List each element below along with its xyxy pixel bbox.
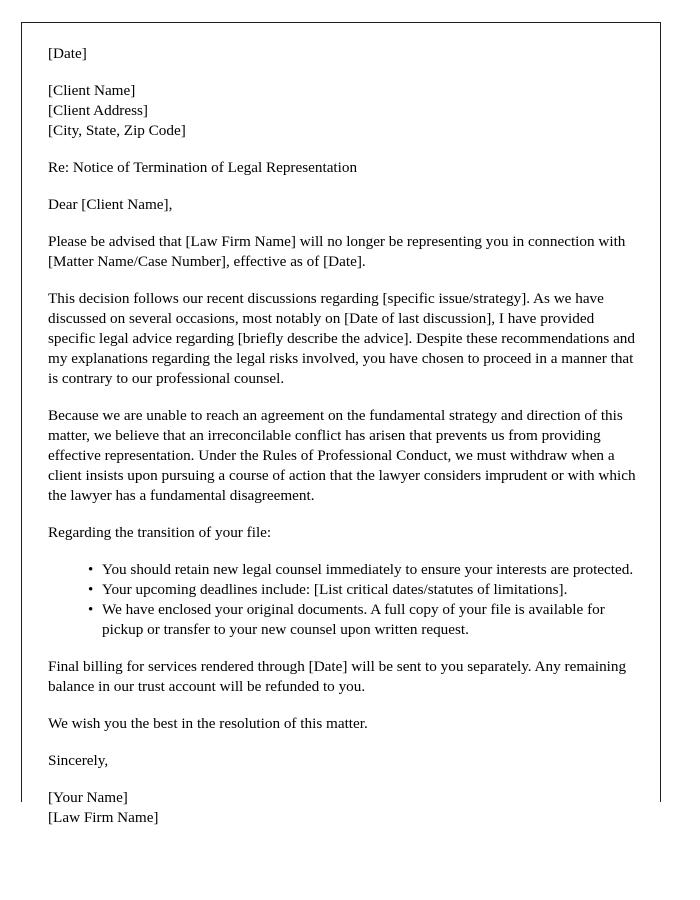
date-line: [Date]: [48, 45, 87, 62]
signature-block: [48, 788, 636, 828]
transition-bullet-list: [48, 560, 636, 640]
transition-intro: Regarding the transition of your file:: [48, 524, 272, 541]
recipient-line-client-address: [Client Address]: [48, 102, 148, 119]
body-paragraph-decision-background: This decision follows our recent discussions regarding [specific issue/strategy]. As we have discussed on several occasions, most notably on [Date of last discussion], I have provided specific legal advice regarding [briefly describe the advice]. Despite these recommendations and my explanations regarding the legal risks involved, you have chosen to proceed in a manner that is contrary to our professional counsel.: [48, 290, 635, 387]
recipient-line-city-state-zip: [City, State, Zip Code]: [48, 122, 186, 139]
closing-wish: We wish you the best in the resolution of this matter.: [48, 715, 368, 732]
body-paragraph-irreconcilable-conflict: Because we are unable to reach an agreement on the fundamental strategy and direction of this matter, we believe that an irreconcilable conflict has arisen that prevents us from providing effective representation. Under the Rules of Professional Conduct, we must withdraw when a client insists upon pursuing a course of action that the lawyer considers imprudent or with which the lawyer has a fundamental disagreement.: [48, 407, 636, 504]
signature-line-your-name: [Your Name]: [48, 789, 128, 806]
list-item: • You should retain new legal counsel immediately to ensure your interests are protected.: [88, 560, 636, 580]
subject-line: Re: Notice of Termination of Legal Representation: [48, 159, 358, 176]
valediction: Sincerely,: [48, 752, 109, 769]
billing-paragraph: Final billing for services rendered through [Date] will be sent to you separately. Any remaining balance in our trust account will be refunded to you.: [48, 658, 627, 695]
list-item: • We have enclosed your original documents. A full copy of your file is available for pickup or transfer to your new counsel upon written request.: [88, 600, 636, 640]
signature-line-law-firm-name: [Law Firm Name]: [48, 809, 159, 826]
letter-body: [48, 44, 636, 845]
list-item: • Your upcoming deadlines include: [List critical dates/statutes of limitations].: [88, 580, 636, 600]
recipient-address-block: [48, 81, 636, 141]
body-paragraph-representation-notice: Please be advised that [Law Firm Name] will no longer be representing you in connection with [Matter Name/Case Number], effective as of [Date].: [48, 233, 626, 270]
salutation: Dear [Client Name],: [48, 196, 173, 213]
recipient-line-client-name: [Client Name]: [48, 82, 136, 99]
